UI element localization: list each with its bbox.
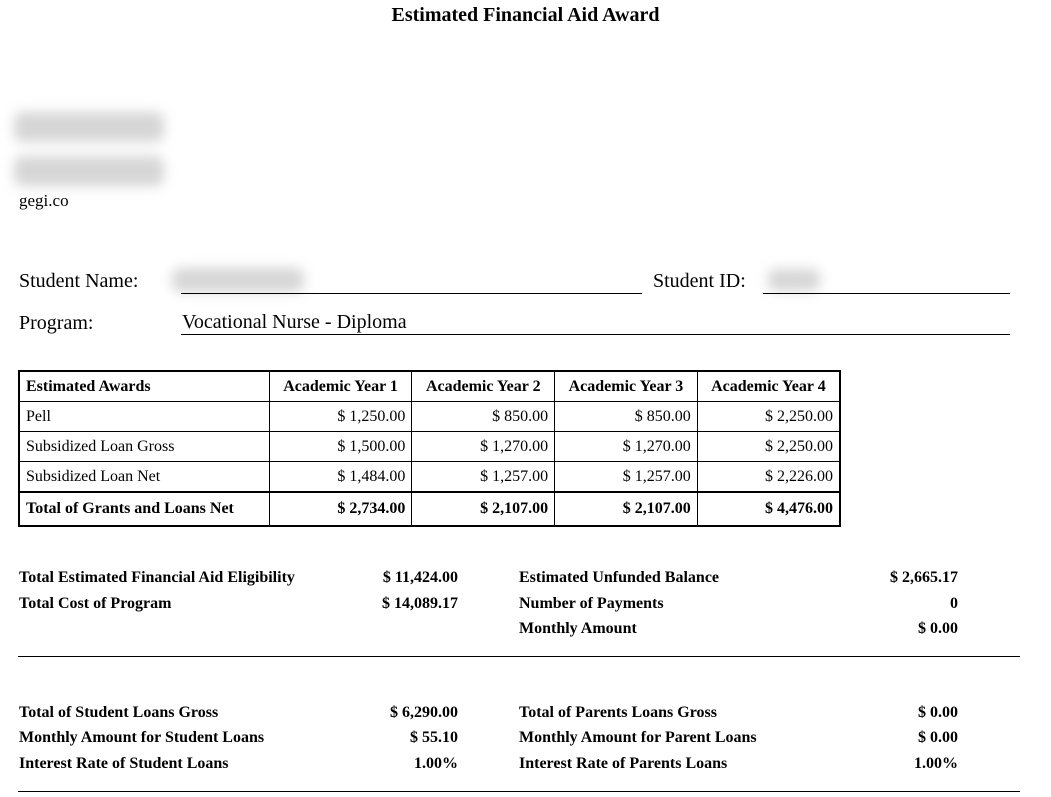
redacted-student-name <box>172 268 304 292</box>
redacted-address-line-2 <box>14 156 164 186</box>
table-row <box>19 462 840 493</box>
table-cell: $ 1,270.00 <box>412 432 555 462</box>
table-cell: $ 2,250.00 <box>697 432 840 462</box>
header-academic-year-2: Academic Year 2 <box>412 371 555 402</box>
header-academic-year-4: Academic Year 4 <box>697 371 840 402</box>
row-label-subsidized-loan-net: Subsidized Loan Net <box>19 462 269 493</box>
cost-value: $ 14,089.17 <box>382 595 458 612</box>
total-cell: $ 2,107.00 <box>412 492 555 526</box>
student-id-label: Student ID: <box>653 270 746 292</box>
unfunded-balance-value: $ 2,665.17 <box>890 569 958 586</box>
organization-name: gegi.co <box>19 191 69 210</box>
row-label-total: Total of Grants and Loans Net <box>19 492 269 526</box>
total-cell: $ 2,734.00 <box>269 492 412 526</box>
parent-loans-gross-value: $ 0.00 <box>918 704 958 721</box>
table-cell: $ 2,250.00 <box>697 402 840 432</box>
table-cell: $ 1,250.00 <box>269 402 412 432</box>
document-title: Estimated Financial Aid Award <box>391 4 660 26</box>
monthly-amount-value: $ 0.00 <box>918 620 958 637</box>
table-cell: $ 850.00 <box>555 402 698 432</box>
eligibility-value: $ 11,424.00 <box>382 569 458 586</box>
table-cell: $ 2,226.00 <box>697 462 840 493</box>
table-row <box>19 402 840 432</box>
table-header-row <box>19 371 840 402</box>
student-loans-monthly-label: Monthly Amount for Student Loans <box>19 729 265 746</box>
student-loans-rate-label: Interest Rate of Student Loans <box>19 755 229 772</box>
parent-loans-gross-label: Total of Parents Loans Gross <box>519 704 717 721</box>
redacted-student-id <box>768 269 820 291</box>
student-loans-monthly-value: $ 55.10 <box>410 729 458 746</box>
table-cell: $ 1,257.00 <box>555 462 698 493</box>
row-label-pell: Pell <box>19 402 269 432</box>
redacted-address-line-1 <box>14 112 164 142</box>
row-label-subsidized-loan-gross: Subsidized Loan Gross <box>19 432 269 462</box>
awards-table <box>18 370 841 527</box>
monthly-amount-label: Monthly Amount <box>519 620 637 637</box>
program-field-line <box>181 334 1010 335</box>
number-of-payments-value: 0 <box>950 595 958 612</box>
table-cell: $ 1,257.00 <box>412 462 555 493</box>
parent-loans-monthly-label: Monthly Amount for Parent Loans <box>519 729 757 746</box>
table-cell: $ 1,484.00 <box>269 462 412 493</box>
student-loans-gross-value: $ 6,290.00 <box>390 704 458 721</box>
parent-loans-rate-value: 1.00% <box>914 755 958 772</box>
parent-loans-rate-label: Interest Rate of Parents Loans <box>519 755 728 772</box>
table-cell: $ 1,500.00 <box>269 432 412 462</box>
table-total-row <box>19 492 840 526</box>
student-name-field-line <box>181 293 642 294</box>
table-cell: $ 1,270.00 <box>555 432 698 462</box>
program-value: Vocational Nurse - Diploma <box>182 311 407 333</box>
eligibility-label: Total Estimated Financial Aid Eligibility <box>19 569 295 586</box>
divider <box>18 656 1020 657</box>
number-of-payments-label: Number of Payments <box>519 595 664 612</box>
header-estimated-awards: Estimated Awards <box>19 371 269 402</box>
student-id-field-line <box>763 293 1010 294</box>
student-loans-gross-label: Total of Student Loans Gross <box>19 704 219 721</box>
divider <box>18 791 1020 792</box>
student-loans-rate-value: 1.00% <box>414 755 458 772</box>
program-label: Program: <box>19 312 94 334</box>
table-row <box>19 432 840 462</box>
total-cell: $ 4,476.00 <box>697 492 840 526</box>
cost-label: Total Cost of Program <box>19 595 172 612</box>
student-name-label: Student Name: <box>19 270 139 292</box>
unfunded-balance-label: Estimated Unfunded Balance <box>519 569 720 586</box>
parent-loans-monthly-value: $ 0.00 <box>918 729 958 746</box>
total-cell: $ 2,107.00 <box>555 492 698 526</box>
header-academic-year-1: Academic Year 1 <box>269 371 412 402</box>
table-cell: $ 850.00 <box>412 402 555 432</box>
header-academic-year-3: Academic Year 3 <box>555 371 698 402</box>
